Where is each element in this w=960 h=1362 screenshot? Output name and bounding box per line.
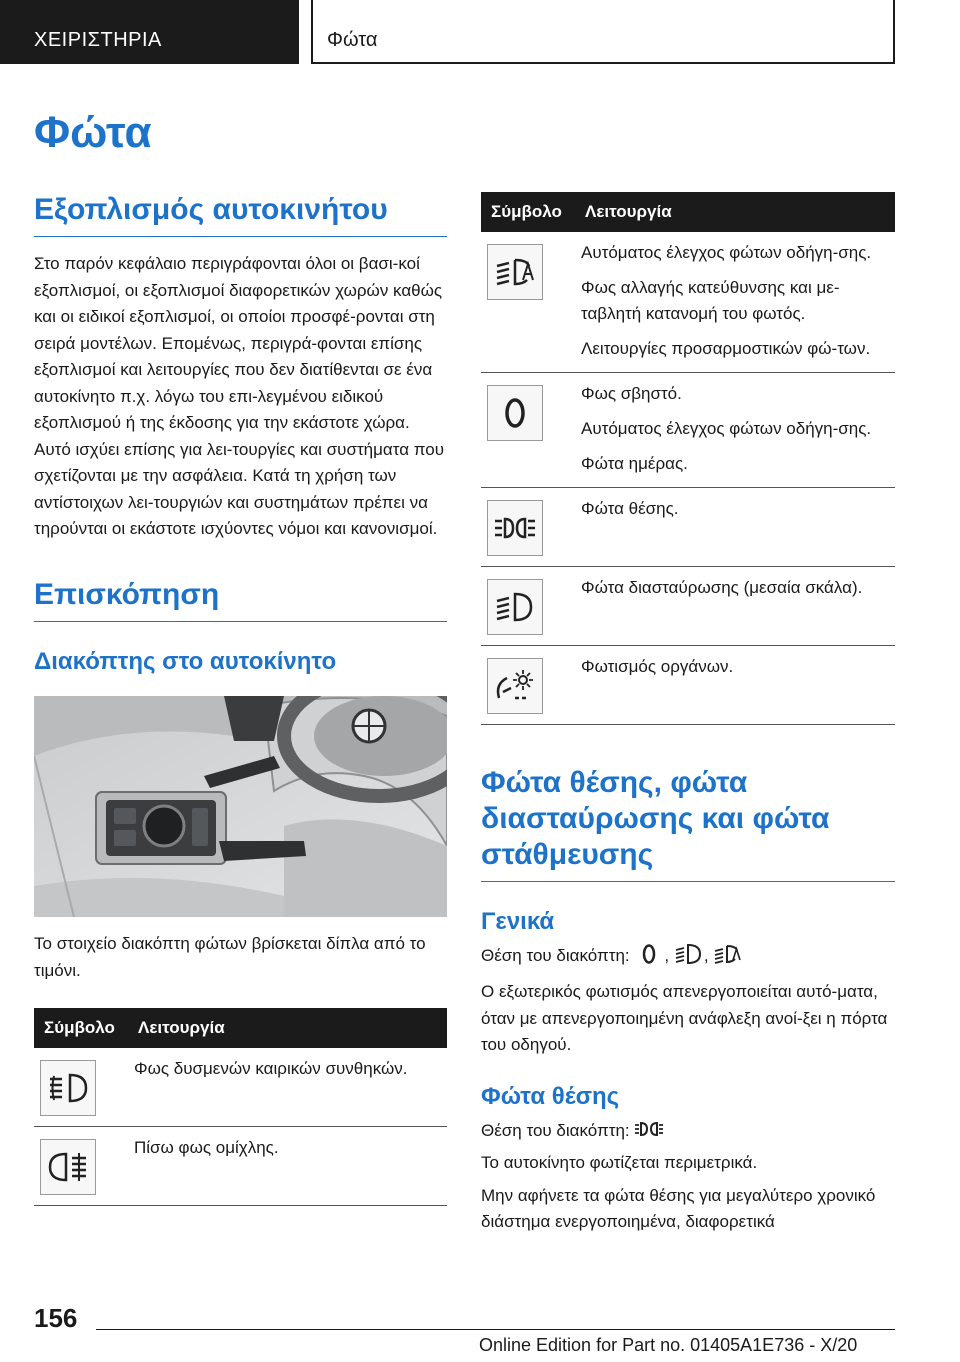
position-switch-prefix: Θέση του διακόπτη: [481, 1120, 630, 1140]
table-row-text: Πίσω φως ομίχλης. [134, 1138, 279, 1158]
page-number: 156 [34, 1303, 78, 1333]
general-switch-prefix: Θέση του διακόπτη: [481, 945, 630, 965]
section-header: Φώτα [311, 0, 895, 64]
right-column [481, 192, 895, 1236]
position-paragraph-1: Το αυτοκίνητο φωτίζεται περιμετρικά. [481, 1153, 758, 1173]
table-row [34, 1048, 447, 1127]
position-heading: Φώτα θέσης [481, 1082, 620, 1110]
light-switch-photo [34, 696, 447, 917]
table-row-text: Αυτόματος έλεγχος φώτων οδήγη-σης. [581, 243, 872, 262]
edition-footer: Online Edition for Part no. 01405A1E736 - X/20 [479, 1335, 858, 1355]
left-symbol-table [34, 1008, 447, 1206]
table-row [481, 646, 895, 725]
table-row [34, 1127, 447, 1206]
table-row-text: Φως σβηστό. [581, 384, 682, 403]
left-column [34, 192, 447, 1206]
right-table-header-symbol: Σύμβολο [481, 192, 575, 232]
low-beam-icon [674, 943, 704, 965]
position-light-icon [634, 1118, 664, 1140]
left-table-header-symbol: Σύμβολο [34, 1008, 128, 1048]
general-sep-2: , [703, 945, 709, 965]
general-paragraph: Ο εξωτερικός φωτισμός απενεργοποιείται αυτό-ματα, όταν με απενεργοποιημένη ανάφλεξη ανοί-ξει η πόρτα του οδηγού. [481, 982, 888, 1055]
table-row-text: Φωτισμός οργάνων. [581, 657, 734, 676]
chapter-tab: ΧΕΙΡΙΣΤΗΡΙΑ [0, 0, 299, 64]
instrument-lighting-icon [487, 658, 543, 714]
table-row-text: Φως δυσμενών καιρικών συνθηκών. [134, 1059, 408, 1079]
overview-heading: Επισκόπηση [34, 577, 447, 622]
zero-position-icon [487, 385, 543, 441]
zero-position-icon [634, 943, 664, 965]
table-row [481, 567, 895, 646]
right-symbol-table [481, 192, 895, 725]
auto-headlight-icon [487, 244, 543, 300]
table-row [481, 232, 895, 373]
table-row-text: Λειτουργίες προσαρμοστικών φώ-των. [581, 339, 871, 358]
page-title: Φώτα [34, 108, 152, 157]
switch-heading: Διακόπτης στο αυτοκίνητο [34, 647, 337, 675]
table-row-text: Αυτόματος έλεγχος φώτων οδήγη-σης. [581, 419, 872, 438]
position-light-icon [487, 500, 543, 556]
position-paragraph-2: Μην αφήνετε τα φώτα θέσης για μεγαλύτερο χρονικό διάστημα ενεργοποιημένα, διαφορετικά [481, 1185, 876, 1232]
position-switch-line [481, 1118, 895, 1145]
general-switch-line [481, 943, 895, 970]
switch-caption: Το στοιχείο διακόπτη φώτων βρίσκεται δίπλα από το τιμόνι. [34, 934, 426, 980]
lights-heading: Φώτα θέσης, φώτα διασταύρωσης και φώτα στάθμευσης [481, 765, 895, 882]
general-sep-1: , [664, 945, 670, 965]
table-row [481, 373, 895, 488]
table-row-text: Φώτα διασταύρωσης (μεσαία σκάλα). [581, 578, 863, 597]
equipment-heading: Εξοπλισμός αυτοκινήτου [34, 192, 447, 237]
table-row-text: Φως αλλαγής κατεύθυνσης και με-ταβλητή κατανομή του φωτός. [581, 278, 840, 323]
left-table-header-function: Λειτουργία [128, 1008, 447, 1048]
rear-fog-light-icon [40, 1139, 96, 1195]
auto-headlight-icon [713, 943, 743, 965]
right-table-header-function: Λειτουργία [575, 192, 895, 232]
front-fog-light-icon [40, 1060, 96, 1116]
table-row [481, 488, 895, 567]
table-row-text: Φώτα ημέρας. [581, 454, 688, 473]
general-heading: Γενικά [481, 908, 555, 935]
table-row-text: Φώτα θέσης. [581, 499, 679, 518]
equipment-paragraph: Στο παρόν κεφάλαιο περιγράφονται όλοι οι βασι-κοί εξοπλισμοί, οι εξοπλισμοί διαφορετικών χωρών καθώς και οι ειδικοί εξοπλισμοί, οι οποίοι προσφέ-ρονται στη σειρά μοντέλων. Επομένως, περιγρά-φονται επίσης εξοπλισμοί και λειτουργίες που δεν διατίθενται σε ένα αυτοκίνητο π.χ. λόγω του επι-λεγμένου ειδικού εξοπλισμού ή της έκδοσης για την εκάστοτε χώρα. Αυτό ισχύει επίσης για λει-τουργίες και συστήματα που σχετίζονται με την ασφάλεια. Κατά τη χρήση των αντίστοιχων λει-τουργιών και συστημάτων πρέπει να τηρούνται οι εκάστοτε ισχύοντες νόμοι και κανονισμοί. [34, 254, 445, 538]
footer-divider [96, 1329, 895, 1330]
low-beam-icon [487, 579, 543, 635]
